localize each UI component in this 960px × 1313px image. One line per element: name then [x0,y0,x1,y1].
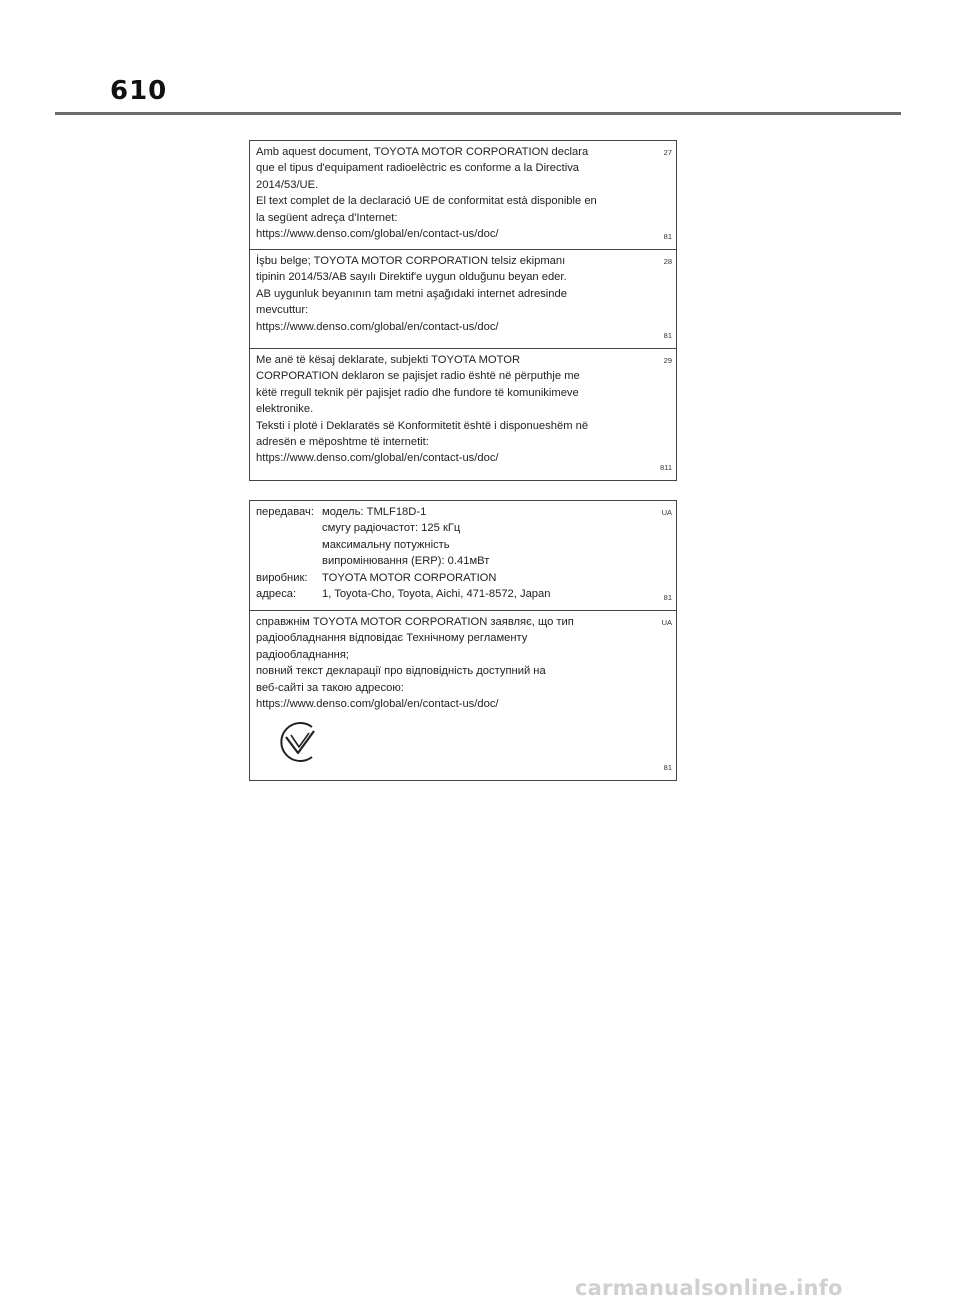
spec-row-address [256,586,648,602]
cell-ref-bottom: 81 [663,762,672,772]
spec-row-band [256,520,648,536]
declaration-text: справжнім TOYOTA MOTOR CORPORATION заявляє, що тип радіообладнання відповідає Технічному регламенту радіообладнання; повний текст декларації про відповідність доступний на веб-сайті за такою адресою: https://www.denso.com/global/en/contact-us/doc/ [256,616,574,711]
spec-label-manufacturer: виробник: [256,571,308,584]
cell-ref-bottom: 81 [663,592,672,602]
declaration-cell-turkish [250,250,676,349]
cell-ref-bottom: 81 [663,231,672,241]
spec-row-power-label [256,537,648,553]
spec-model: модель: TMLF18D-1 [322,506,427,518]
spec-manufacturer: TOYOTA MOTOR CORPORATION [322,571,497,584]
cell-ref-top: 29 [663,356,672,365]
spec-label-address: адреса: [256,588,297,601]
cell-ref-bottom: 81 [663,330,672,340]
declaration-text: İşbu belge; TOYOTA MOTOR CORPORATION telsiz ekipmanı tipinin 2014/53/AB sayılı Direktif'e uygun olduğunu beyan eder. AB uygunluk beyanının tam metni aşağıdaki internet adresinde mevcuttur: https://www.denso.com/global/en/contact-us/doc/ [256,255,567,333]
page-number: 610 [110,76,168,106]
ukraine-conformity-mark-icon [276,719,322,765]
declaration-text: Amb aquest document, TOYOTA MOTOR CORPORATION declara que el tipus d'equipament radioelèctric es conforme a la Directiva 2014/53/UE. El text complet de la declaració UE de conformitat està disponible en la següent adreça d'Internet: https://www.denso.com/global/en/contact-us/doc/ [256,146,597,241]
spec-row-power-value [256,553,648,569]
declaration-cell-albanian [250,349,676,480]
declaration-text: Me anë të kësaj deklarate, subjekti TOYOTA MOTOR CORPORATION deklaron se pajisjet radio është në përputhje me këtë rregull teknik për pajisjet radio dhe fundore të komunikimeve elektronike. Teksti i plotë i Deklaratës së Konformitetit është i disponueshëm në adresën e mëposhtme të internetit: https://www.denso.com/global/en/contact-us/doc/ [256,354,589,465]
cell-ref-top: UA [661,618,672,627]
site-watermark: carmanualsonline.info [575,1276,843,1300]
declaration-cell-ukrainian [250,611,676,780]
spec-power-value: випромінювання (ERP): 0.41мВт [322,555,490,568]
spec-row-manufacturer [256,570,648,586]
spec-row-transmitter [256,504,648,520]
spec-cell-ukrainian [250,501,676,611]
declaration-cell-catalan [250,141,676,250]
cell-ref-bottom: 811 [660,462,672,472]
spec-band: смугу радіочастот: 125 кГц [322,522,461,535]
cell-ref-top: 27 [663,148,672,157]
declaration-block-eu [249,140,677,481]
spec-power-label: максимальну потужність [322,538,450,551]
header-rule [55,112,901,115]
spec-label-transmitter: передавач: [256,506,314,518]
declaration-block-ukraine [249,500,677,781]
cell-ref-top: 28 [663,257,672,266]
cell-ref-top: UA [661,508,672,517]
spec-address: 1, Toyota-Cho, Toyota, Aichi, 471-8572, Japan [322,588,551,601]
